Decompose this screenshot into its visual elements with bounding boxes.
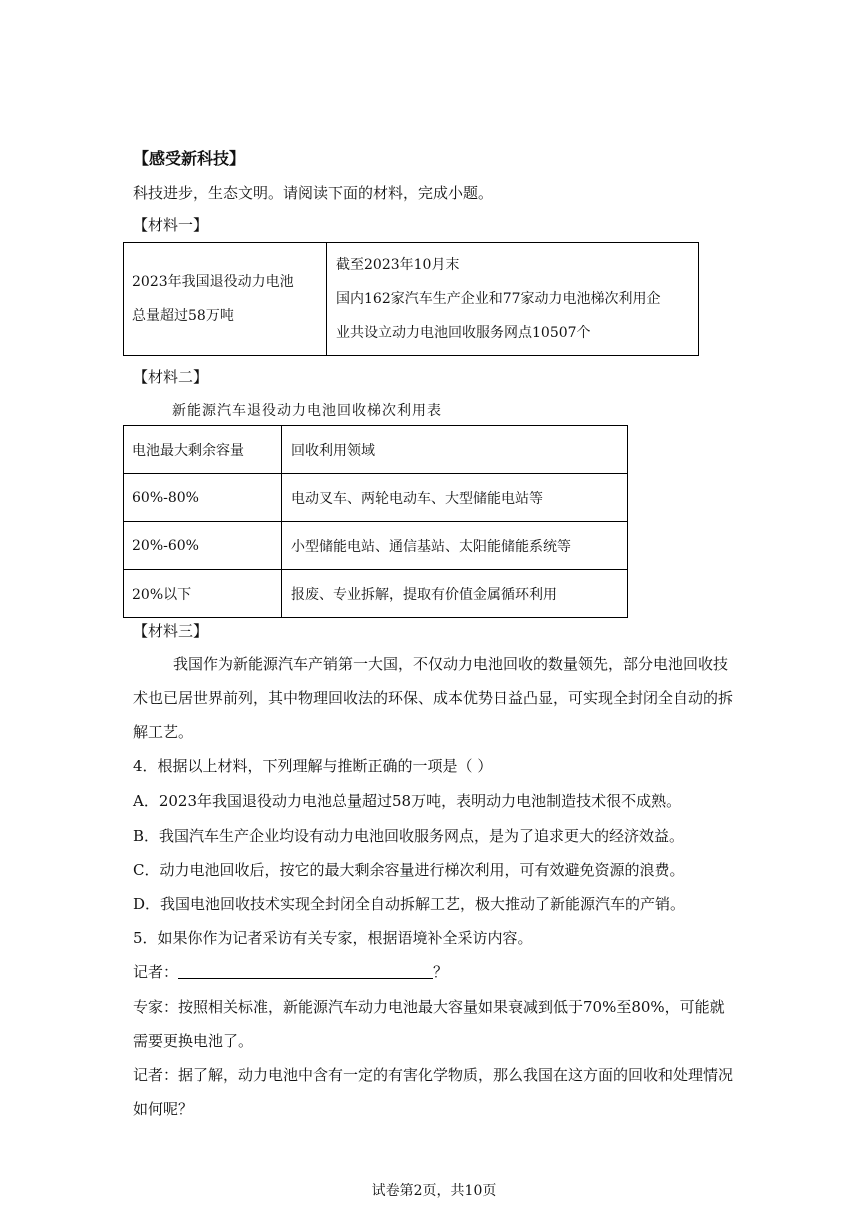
table-row (124, 522, 628, 570)
table-cell: 60%-80% (124, 474, 282, 522)
question4-option-a[interactable]: A．2023年我国退役动力电池总量超过58万吨，表明动力电池制造技术很不成熟。 (133, 792, 682, 810)
question4-option-d[interactable]: D．我国电池回收技术实现全封闭全自动拆解工艺，极大推动了新能源汽车的产销。 (133, 895, 686, 913)
material1-table (123, 242, 699, 356)
page-footer: 试卷第2页，共10页 (371, 1183, 497, 1199)
reporter-line: 如何呢？ (133, 1100, 194, 1118)
material2-label: 【材料二】 (133, 368, 209, 386)
question4-option-b[interactable]: B．我国汽车生产企业均设有动力电池回收服务网点，是为了追求更大的经济效益。 (133, 827, 685, 845)
material1-right-line: 国内162家汽车生产企业和77家动力电池梯次利用企 (336, 291, 661, 307)
table-row (124, 474, 628, 522)
table-cell: 20%-60% (124, 522, 282, 570)
expert-line: 需要更换电池了。 (133, 1032, 254, 1050)
material1-right-line: 截至2023年10月末 (336, 257, 460, 273)
material3-paragraph: 我国作为新能源汽车产销第一大国，不仅动力电池回收的数量领先，部分电池回收技术也已居世界前列，其中物理回收法的环保、成本优势日益凸显，可实现全封闭全自动的拆解工艺。 (133, 655, 734, 741)
material1-left-line: 总量超过58万吨 (132, 308, 234, 324)
question4-stem: 4．根据以上材料，下列理解与推断正确的一项是（ ） (133, 757, 493, 775)
table-cell: 报废、专业拆解，提取有价值金属循环利用 (282, 570, 628, 618)
question4-option-c[interactable]: C．动力电池回收后，按它的最大剩余容量进行梯次利用，可有效避免资源的浪费。 (133, 861, 685, 879)
material1-left-cell (124, 243, 327, 356)
table-cell: 电动叉车、两轮电动车、大型储能电站等 (282, 474, 628, 522)
material1-label: 【材料一】 (133, 216, 209, 234)
material1-right-cell (327, 243, 699, 356)
reporter-line: 记者：据了解，动力电池中含有一定的有害化学物质，那么我国在这方面的回收和处理情况 (133, 1066, 734, 1084)
table-cell: 20%以下 (124, 570, 282, 618)
table-header-cell: 电池最大剩余容量 (124, 426, 282, 474)
section-title: 【感受新科技】 (133, 149, 246, 168)
question5-stem: 5．如果你作为记者采访有关专家，根据语境补全采访内容。 (133, 929, 533, 947)
material1-left-line: 2023年我国退役动力电池 (132, 274, 294, 290)
material3-label: 【材料三】 (133, 622, 209, 640)
expert-line: 专家：按照相关标准，新能源汽车动力电池最大容量如果衰减到低于70%至80%，可能就 (133, 998, 725, 1016)
table-header-cell: 回收利用领域 (282, 426, 628, 474)
reporter-prefix: 记者： (133, 963, 179, 981)
material2-table (123, 425, 628, 618)
reporter-suffix: ？ (433, 963, 449, 981)
table-row (124, 570, 628, 618)
table-header-row (124, 426, 628, 474)
material1-right-line: 业共设立动力电池回收服务网点10507个 (336, 325, 591, 341)
table-cell: 小型储能电站、通信基站、太阳能储能系统等 (282, 522, 628, 570)
reporter-question-line (133, 961, 448, 982)
material2-caption: 新能源汽车退役动力电池回收梯次利用表 (172, 403, 442, 419)
intro-text: 科技进步，生态文明。请阅读下面的材料，完成小题。 (133, 184, 494, 202)
answer-blank[interactable] (178, 962, 433, 979)
